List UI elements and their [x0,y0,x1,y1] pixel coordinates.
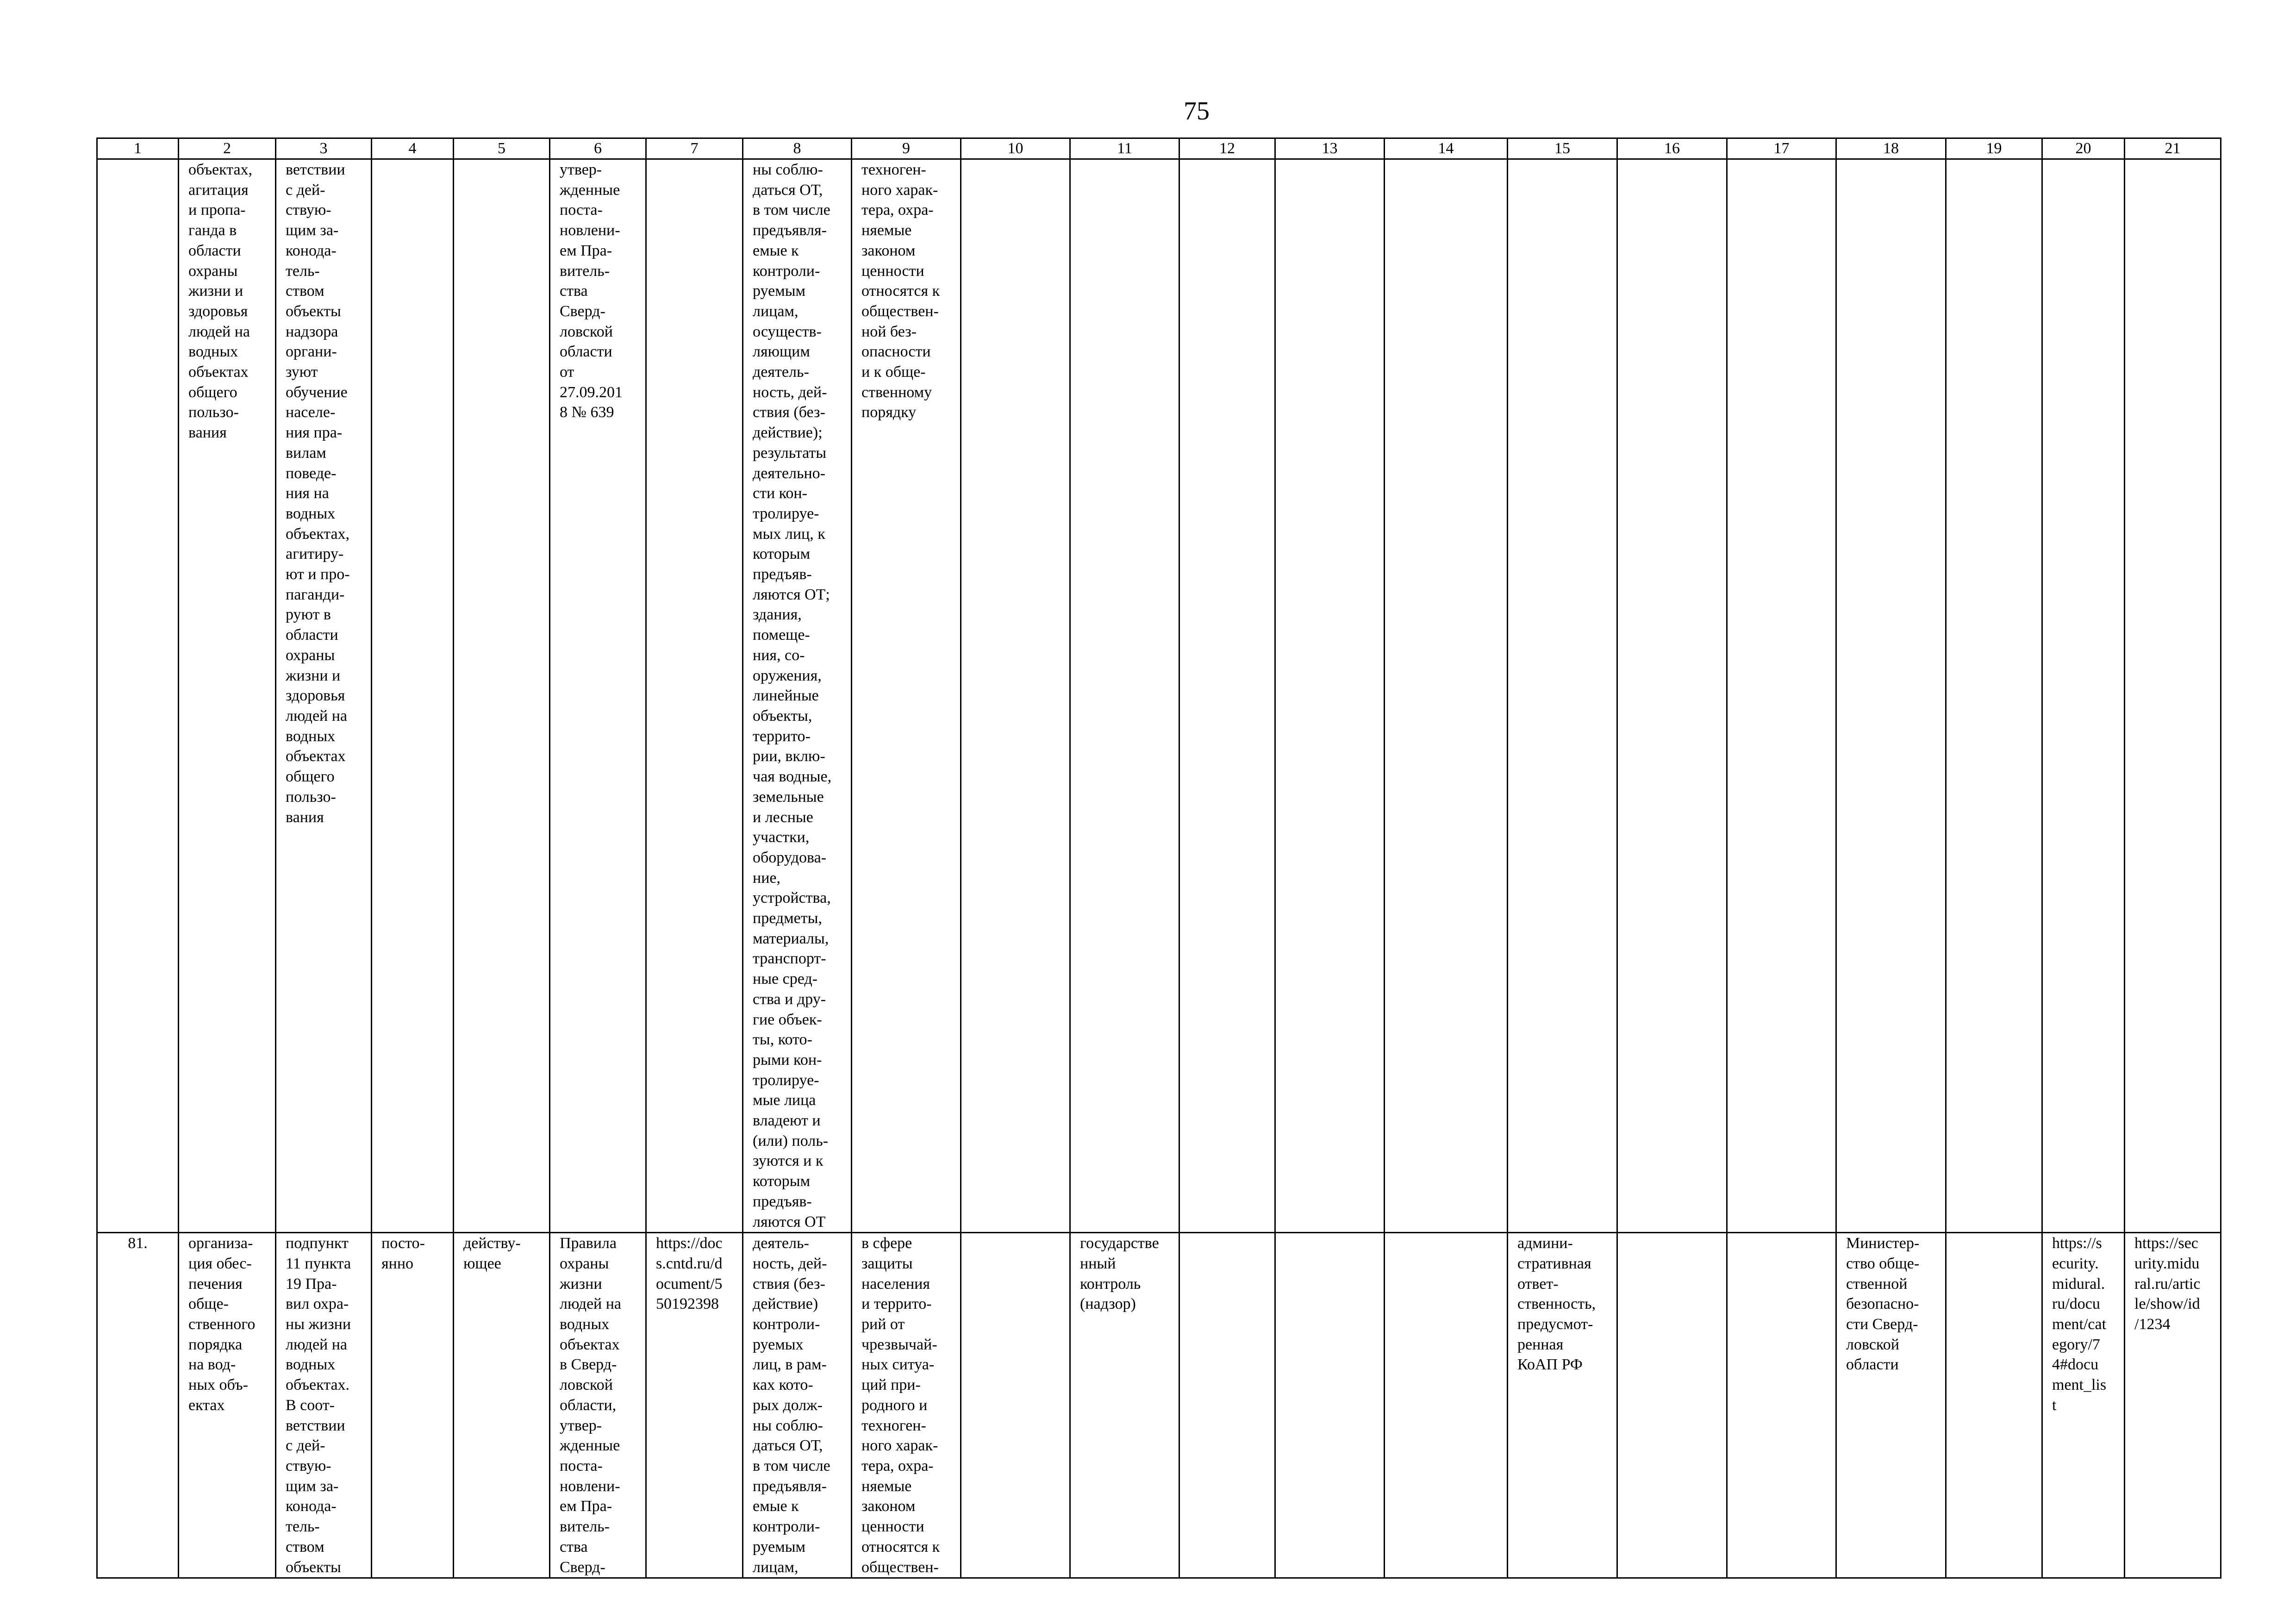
column-number-cell: 12 [1179,138,1275,159]
table-cell [2125,159,2221,1233]
table-cell [1946,159,2042,1233]
table-cell [1385,159,1508,1233]
table-cell [1836,159,1946,1233]
column-number-cell: 8 [743,138,852,159]
column-number-row [97,138,2221,159]
table-cell [1617,1233,1727,1578]
table-cell [1179,1233,1275,1578]
page-number: 75 [1184,97,1210,125]
table-cell: ветствии с дей- ствую- щим за- конода- тель- ством объекты надзора органи- зуют обучение населе- ния пра- вилам поведе- ния на водных объектах, агитиру- ют и про- паганди- руют в области охраны жизни и здоровья людей на водных объектах общего пользо- вания [276,159,372,1233]
column-number-cell: 13 [1275,138,1385,159]
table-row [97,159,2221,1233]
table-cell: Министер- ство обще- ственной безопасно- сти Сверд- ловской области [1836,1233,1946,1578]
table-cell: посто- янно [372,1233,454,1578]
table-cell [1727,1233,1836,1578]
row-number-cell [97,159,179,1233]
table-cell [646,159,743,1233]
column-number-cell: 3 [276,138,372,159]
table-cell [961,159,1070,1233]
column-number-cell: 9 [852,138,961,159]
table-cell [961,1233,1070,1578]
table-cell: организа- ция обес- печения обще- ственного порядка на вод- ных объ- ектах [179,1233,276,1578]
column-number-cell: 14 [1385,138,1508,159]
table-cell [1275,1233,1385,1578]
table-cell [1070,159,1179,1233]
column-number-cell: 11 [1070,138,1179,159]
column-number-cell: 21 [2125,138,2221,159]
table-row [97,1233,2221,1578]
table-cell: объектах, агитация и пропа- ганда в области охраны жизни и здоровья людей на водных объектах общего пользо- вания [179,159,276,1233]
table-cell: https://s ecurity. midural. ru/docu ment/cat egory/7 4#docu ment_lis t [2042,1233,2125,1578]
column-number-cell: 6 [550,138,646,159]
column-number-cell: 5 [454,138,550,159]
table-cell: техноген- ного харак- тера, охра- няемые законом ценности относятся к обществен- ной без- опасности и к обще- ственному порядку [852,159,961,1233]
row-number-cell: 81. [97,1233,179,1578]
column-number-cell: 16 [1617,138,1727,159]
table-cell: деятель- ность, дей- ствия (без- действие) контроли- руемых лиц, в рам- ках кото- рых долж- ны соблю- даться ОТ, в том числе предъявля- емые к контроли- руемым лицам, [743,1233,852,1578]
column-number-cell: 18 [1836,138,1946,159]
table-cell: утвер- жденные поста- новлени- ем Пра- витель- ства Сверд- ловской области от 27.09.201 8 № 639 [550,159,646,1233]
table-cell: ны соблю- даться ОТ, в том числе предъявля- емые к контроли- руемым лицам, осуществ- ляющим деятель- ность, дей- ствия (без- действие); результаты деятельно- сти кон- тролируе- мых лиц, к которым предъяв- ляются ОТ; здания, помеще- ния, со- оружения, линейные объекты, террито- рии, вклю- чая водные, земельные и лесные участки, оборудова- ние, устройства, предметы, материалы, транспорт- ные сред- ства и дру- гие объек- ты, кото- рыми кон- тролируе- мые лица владеют и (или) поль- зуются и к которым предъяв- ляются ОТ [743,159,852,1233]
table-cell [1946,1233,2042,1578]
column-number-cell: 4 [372,138,454,159]
table-cell [1179,159,1275,1233]
table-cell: государстве нный контроль (надзор) [1070,1233,1179,1578]
table-cell: https://doc s.cntd.ru/d ocument/5 50192398 [646,1233,743,1578]
table-cell [372,159,454,1233]
table-cell [2042,159,2125,1233]
table-cell: действу- ющее [454,1233,550,1578]
column-number-cell: 1 [97,138,179,159]
column-number-cell: 7 [646,138,743,159]
column-number-cell: 10 [961,138,1070,159]
table-cell [454,159,550,1233]
column-number-cell: 2 [179,138,276,159]
table-cell [1275,159,1385,1233]
table-cell [1508,159,1617,1233]
table-cell: Правила охраны жизни людей на водных объектах в Сверд- ловской области, утвер- жденные поста- новлени- ем Пра- витель- ства Сверд- [550,1233,646,1578]
table-cell [1727,159,1836,1233]
column-number-cell: 20 [2042,138,2125,159]
document-table [96,137,2221,1579]
table-cell [1385,1233,1508,1578]
table-cell: в сфере защиты населения и террито- рий от чрезвычай- ных ситуа- ций при- родного и техноген- ного харак- тера, охра- няемые законом ценности относятся к обществен- [852,1233,961,1578]
table-cell: админи- стративная ответ- ственность, предусмот- ренная КоАП РФ [1508,1233,1617,1578]
column-number-cell: 17 [1727,138,1836,159]
table-cell: https://sec urity.midu ral.ru/artic le/show/id /1234 [2125,1233,2221,1578]
table-cell [1617,159,1727,1233]
column-number-cell: 15 [1508,138,1617,159]
table-cell: подпункт 11 пункта 19 Пра- вил охра- ны жизни людей на водных объектах. В соот- ветствии с дей- ствую- щим за- конода- тель- ством объекты [276,1233,372,1578]
column-number-cell: 19 [1946,138,2042,159]
